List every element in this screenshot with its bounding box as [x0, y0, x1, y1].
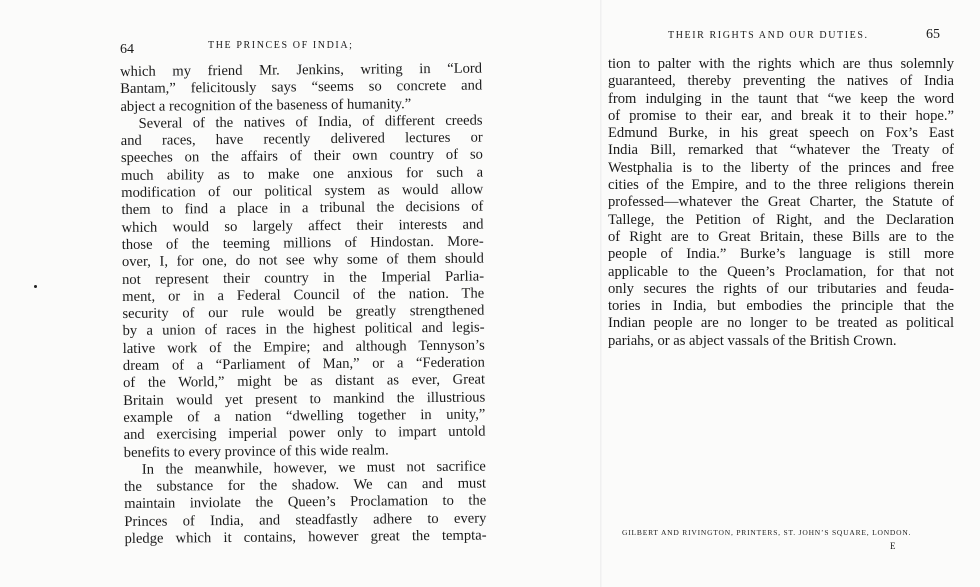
- text-line: people of India.” Burke’s language is still more: [608, 246, 954, 263]
- text-line: speeches on the affairs of their own country of so: [120, 147, 483, 167]
- text-line: which my friend Mr. Jenkins, writing in “Lord: [120, 60, 483, 80]
- text-line: which would so largely affect their interests and: [121, 216, 484, 236]
- text-line: not represent their country in the Imperial Parlia-: [121, 268, 485, 288]
- text-line: Princes of India, and steadfastly adhere to every: [124, 510, 487, 530]
- text-line: only secures the rights of our tributaries and feuda-: [608, 280, 954, 297]
- text-line: tories in India, but embodies the principle that the: [608, 298, 954, 315]
- text-line: tion to palter with the rights which are thus solemnly: [608, 56, 954, 72]
- text-line: by a union of races in the highest political and legis-: [122, 319, 485, 340]
- page-number: 65: [926, 27, 940, 42]
- text-line: of promise to their ear, and break it to their hope.”: [608, 107, 954, 124]
- text-line: those of the teeming millions of Hindostan. More-: [121, 233, 484, 253]
- text-line: much ability as to make one anxious for such a: [120, 164, 484, 184]
- text-line: In the meanwhile, however, we must not sacrifice: [141, 458, 486, 478]
- text-line: India Bill, remarked that “whatever the Treaty of: [608, 142, 954, 159]
- text-line: Britain would yet present to mankind the illustrious: [123, 389, 486, 409]
- text-line: and races, have recently delivered lectures or: [120, 129, 483, 150]
- text-line: modification of our political system as would allow: [121, 181, 484, 202]
- text-line: the substance for the shadow. We can and must: [123, 475, 487, 496]
- text-line: Tallege, the Petition of Right, and the Declaration: [608, 211, 954, 228]
- right-page-body: [608, 56, 954, 350]
- text-line: Westphalia is to the liberty of the princes and free: [608, 159, 954, 176]
- text-line: them to find a place in a tribunal the decisions of: [121, 198, 484, 219]
- text-line: applicable to the Queen’s Proclamation, for that not: [608, 263, 954, 280]
- text-line: ment, or in a Federal Council of the nation. The: [122, 285, 485, 305]
- text-line: Bantam,” felicitously says “seems so concrete and: [120, 77, 483, 98]
- text-line: abject a recognition of the baseness of humanity.”: [120, 95, 412, 115]
- text-line: cities of the Empire, and to the three religions therein: [608, 177, 954, 194]
- text-line: pariahs, or as abject vassals of the British Crown.: [608, 332, 897, 349]
- printer-imprint: GILBERT AND RIVINGTON, PRINTERS, ST. JOHN’S SQUARE, LONDON.: [622, 528, 912, 537]
- ink-speck: [34, 285, 37, 288]
- text-line: pledge which it contains, however great the tempta-: [124, 527, 487, 547]
- text-line: from indulging in the taunt that “we keep the word: [608, 90, 954, 107]
- running-head: THEIR RIGHTS AND OUR DUTIES.: [668, 30, 869, 41]
- text-line: of the World,” might be as distant as ever, Great: [122, 371, 486, 392]
- text-line: guaranteed, thereby preventing the natives of India: [608, 73, 954, 90]
- text-line: example of a nation “dwelling together in unity,”: [123, 406, 486, 426]
- left-page-body: [120, 61, 487, 549]
- text-line: professed—whatever the Great Charter, the Statute of: [608, 194, 954, 211]
- text-line: security of our rule would be greatly strengthened: [122, 302, 485, 323]
- text-line: and exercising imperial power only to impart untold: [123, 423, 486, 444]
- text-line: maintain inviolate the Queen’s Proclamation to the: [124, 492, 487, 513]
- signature-mark: E: [890, 541, 896, 551]
- running-head: THE PRINCES OF INDIA;: [208, 40, 354, 51]
- page-number: 64: [120, 42, 134, 57]
- text-line: dream of a “Parliament of Man,” or a “Federation: [122, 354, 485, 375]
- text-line: Indian people are no longer to be treated as political: [608, 315, 954, 332]
- text-line: of Right are to Great Britain, these Bills are to the: [608, 228, 954, 245]
- text-line: benefits to every province of this wide realm.: [123, 441, 389, 461]
- text-line: over, I, for one, do not see why some of them should: [121, 250, 484, 271]
- text-line: Edmund Burke, in his great speech on Fox’s East: [608, 125, 954, 142]
- right-page: [602, 0, 980, 587]
- text-line: Several of the natives of India, of different creeds: [138, 112, 483, 132]
- text-line: lative work of the Empire; and although Tennyson’s: [122, 337, 485, 357]
